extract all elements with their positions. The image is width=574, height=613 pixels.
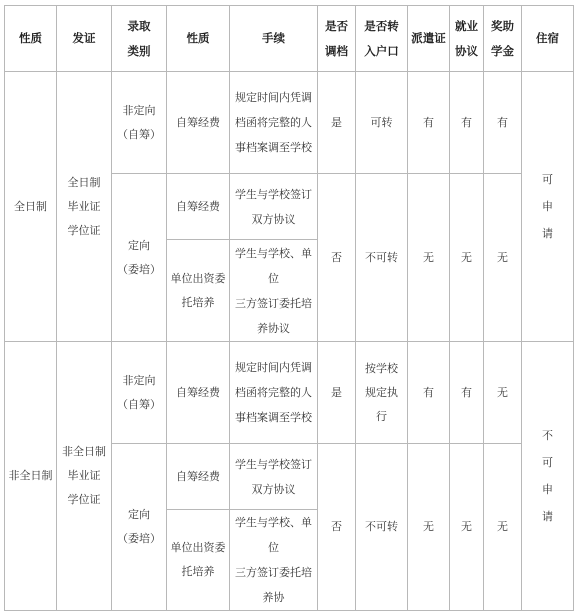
fulltime-nondirected-dispatch: 有: [408, 72, 450, 174]
header-row: [5, 6, 574, 72]
enrollment-policy-table: [4, 5, 574, 611]
fulltime-directed-funding-unit: 单位出资委 托培养: [167, 240, 230, 342]
header-file-transfer: 是否 调档: [318, 6, 356, 72]
parttime-directed-funding-unit: 单位出资委 托培养: [167, 510, 230, 611]
parttime-directed-dispatch: 无: [408, 444, 450, 611]
parttime-nondirected-employment: 有: [450, 342, 484, 444]
fulltime-directed-hukou: 不可转: [356, 174, 408, 342]
header-nature: 性质: [5, 6, 57, 72]
header-certificate: 发证: [57, 6, 112, 72]
parttime-type: 非全日制: [5, 342, 57, 611]
fulltime-nondirected-scholarship: 有: [484, 72, 522, 174]
fulltime-nondirected-file-transfer: 是: [318, 72, 356, 174]
parttime-nondirected-funding: 自筹经费: [167, 342, 230, 444]
parttime-nondirected-scholarship: 无: [484, 342, 522, 444]
parttime-nondirected-procedure: 规定时间内凭调 档函将完整的人 事档案调至学校: [230, 342, 318, 444]
header-dispatch-certificate: 派遣证: [408, 6, 450, 72]
fulltime-directed-file-transfer: 否: [318, 174, 356, 342]
header-scholarship: 奖助 学金: [484, 6, 522, 72]
parttime-nondirected-dispatch: 有: [408, 342, 450, 444]
parttime-accommodation: 不 可 申 请: [522, 342, 574, 611]
fulltime-directed-funding-self: 自筹经费: [167, 174, 230, 240]
fulltime-directed-procedure-unit: 学生与学校、单位 三方签订委托培 养协议: [230, 240, 318, 342]
parttime-nondirected-category: 非定向 （自筹）: [112, 342, 167, 444]
fulltime-nondirected-funding: 自筹经费: [167, 72, 230, 174]
fulltime-nondirected-hukou: 可转: [356, 72, 408, 174]
fulltime-accommodation: 可 申 请: [522, 72, 574, 342]
header-admission-category: 录取 类别: [112, 6, 167, 72]
parttime-nondirected-file-transfer: 是: [318, 342, 356, 444]
fulltime-nondirected-employment: 有: [450, 72, 484, 174]
parttime-directed-employment: 无: [450, 444, 484, 611]
parttime-nondirected-hukou: 按学校 规定执 行: [356, 342, 408, 444]
header-procedure: 手续: [230, 6, 318, 72]
header-employment-agreement: 就业 协议: [450, 6, 484, 72]
parttime-certificate: 非全日制 毕业证 学位证: [57, 342, 112, 611]
table-row: [5, 342, 574, 444]
fulltime-nondirected-category: 非定向 （自筹）: [112, 72, 167, 174]
fulltime-directed-procedure-self: 学生与学校签订 双方协议: [230, 174, 318, 240]
parttime-directed-hukou: 不可转: [356, 444, 408, 611]
fulltime-nondirected-procedure: 规定时间内凭调 档函将完整的人 事档案调至学校: [230, 72, 318, 174]
fulltime-certificate: 全日制 毕业证 学位证: [57, 72, 112, 342]
parttime-directed-file-transfer: 否: [318, 444, 356, 611]
fulltime-directed-category: 定向 （委培）: [112, 174, 167, 342]
header-funding-nature: 性质: [167, 6, 230, 72]
header-hukou-transfer: 是否转 入户口: [356, 6, 408, 72]
header-accommodation: 住宿: [522, 6, 574, 72]
fulltime-directed-employment: 无: [450, 174, 484, 342]
parttime-directed-scholarship: 无: [484, 444, 522, 611]
fulltime-type: 全日制: [5, 72, 57, 342]
table-row: [5, 72, 574, 174]
parttime-directed-procedure-unit: 学生与学校、单位 三方签订委托培 养协: [230, 510, 318, 611]
parttime-directed-procedure-self: 学生与学校签订 双方协议: [230, 444, 318, 510]
fulltime-directed-scholarship: 无: [484, 174, 522, 342]
fulltime-directed-dispatch: 无: [408, 174, 450, 342]
parttime-directed-category: 定向 （委培）: [112, 444, 167, 611]
parttime-directed-funding-self: 自筹经费: [167, 444, 230, 510]
